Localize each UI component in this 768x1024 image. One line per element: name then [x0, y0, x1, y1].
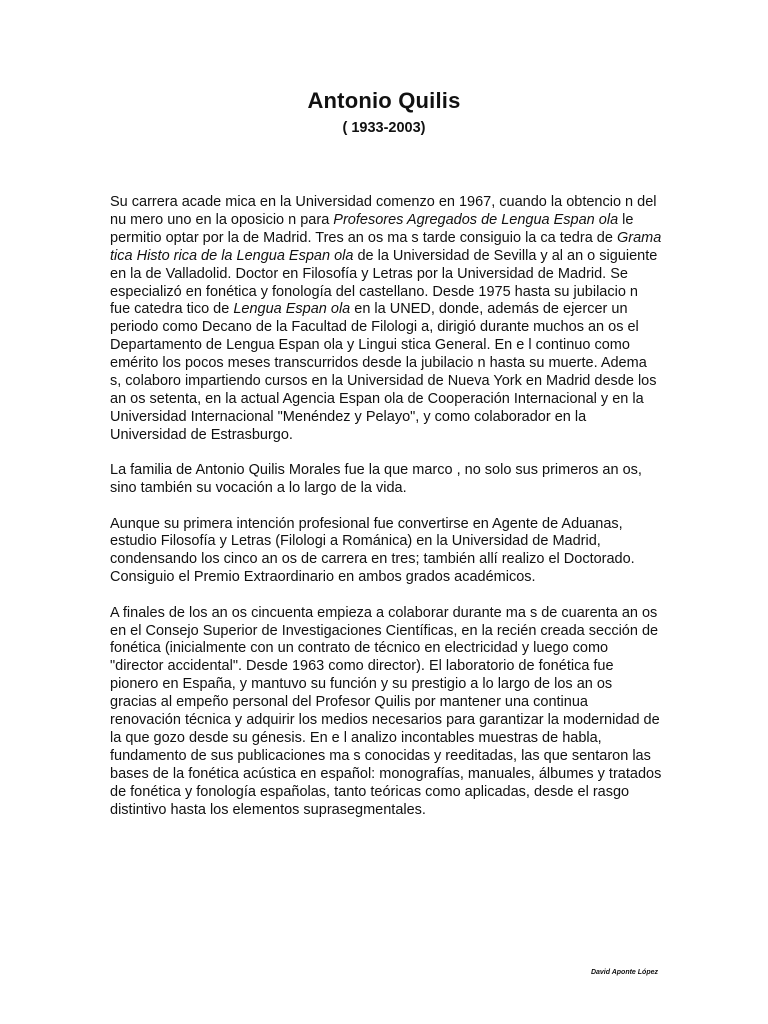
body-paragraph: [110, 462, 662, 498]
footer-author: David Aponte López: [590, 969, 658, 976]
text-run: La familia de Antonio Quilis Morales fue la que marco , no solo sus primeros an os, sino también su vocación a lo largo de la vida.: [110, 462, 642, 497]
body-paragraph: [110, 605, 662, 820]
text-run: en la UNED, donde, además de ejercer un periodo como Decano de la Facultad de Filologi a, dirigió durante muchos an os el Departamento de Lengua Espan ola y Lingui stica General. En e l continuo como emérito los pocos meses transcurridos desde la jubilacio n hasta su muerte. Adema s, colaboro impartiendo cursos en la Universidad de Nueva York en Madrid desde los an os setenta, en la actual Agencia Espan ola de Cooperación Internacional y en la Universidad Internacional "Menéndez y Pelayo", y como colaborador en la Universidad de Estrasburgo.: [110, 301, 657, 443]
body-paragraph: [110, 194, 662, 445]
body-paragraph: [110, 516, 662, 588]
text-run: de la Universidad de Sevilla y al an o siguiente en la de Valladolid. Doctor en Filosofía y Letras por la Universidad de Madrid. Se especializó en fonética y fonología del castellano. Desde 1975 hasta su jubilacio n fue catedra tico de: [110, 247, 658, 318]
text-run: le permitio optar por la de Madrid. Tres an os ma s tarde consiguio la ca tedra de: [110, 211, 634, 246]
text-run: Aunque su primera intención profesional fue convertirse en Agente de Aduanas, estudio Filosofía y Letras (Filologi a Románica) en la Universidad de Madrid, condensando los cinco an os de carrera en tres; también allí realizo el Doctorado. Consiguio el Premio Extraordinario en ambos grados académicos.: [110, 515, 635, 586]
italic-text-run: Grama tica Histo rica de la Lengua Espan ola: [110, 229, 662, 264]
text-run: Su carrera acade mica en la Universidad comenzo en 1967, cuando la obtencio n del nu mero uno en la oposicio n para: [110, 194, 657, 228]
text-run: A finales de los an os cincuenta empieza a colaborar durante ma s de cuarenta an os en el Consejo Superior de Investigaciones Científicas, en la recién creada sección de fonética (inicialmente con un contrato de técnico en electricidad y luego como "director accidental". Desde 1963 como director). El laboratorio de fonética fue pionero en España, y mantuvo su función y su prestigio a lo largo de los an os gracias al empeño personal del Profesor Quilis por mantener una continua renovación técnica y adquirir los medios necesarios para garantizar la modernidad de la que gozo desde su génesis. En e l analizo incontables muestras de habla, fundamento de sus publicaciones ma s conocidas y reeditadas, las que sentaron las bases de la fonética acústica en español: monografías, manuales, álbumes y tratados de fonética y fonología españolas, tanto teóricas como aplicadas, desde el rasgo distintivo hasta los elementos suprasegmentales.: [110, 604, 662, 818]
italic-text-run: Lengua Espan ola: [233, 301, 351, 318]
life-years: ( 1933-2003): [342, 120, 426, 136]
page-title: Antonio Quilis: [307, 88, 461, 113]
italic-text-run: Profesores Agregados de Lengua Espan ola: [333, 211, 619, 228]
document-body: [110, 194, 662, 837]
